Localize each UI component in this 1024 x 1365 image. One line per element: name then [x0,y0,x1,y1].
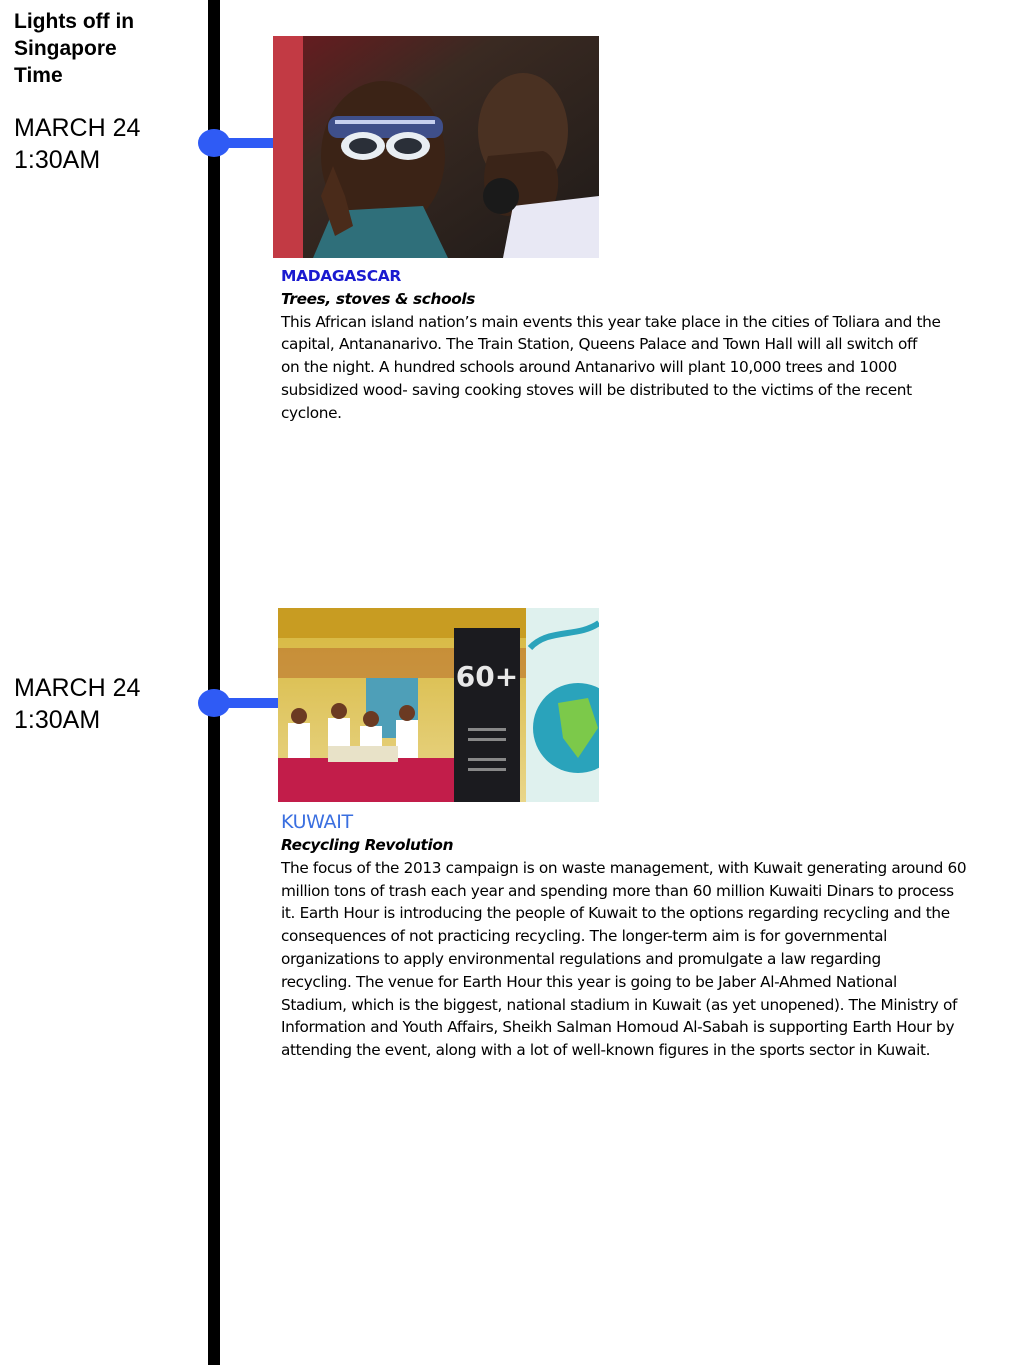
entry-time: 1:30AM [14,706,101,734]
earth-hour-event-photo [278,608,599,802]
entry-date-madagascar [14,112,194,176]
timeline-marker [198,689,278,717]
timeline-line [208,0,220,1365]
entry-date: MARCH 24 [14,114,141,142]
entry-date: MARCH 24 [14,674,141,702]
page-title: Lights off in Singapore Time [14,10,135,87]
entry-date-kuwait [14,672,194,736]
entry-time: 1:30AM [14,146,101,174]
country-heading: KUWAIT [281,811,353,833]
timeline-marker-connector [218,138,278,148]
timeline-marker [198,129,278,157]
country-heading: MADAGASCAR [281,267,401,285]
entry-kuwait [281,810,1001,1062]
entry-madagascar [281,265,1001,425]
banner-text: 60+ [455,660,519,693]
entry-subtitle: Trees, stoves & schools [281,289,476,308]
two-boys-sunglasses-photo [273,36,599,258]
timeline-marker-connector [218,698,278,708]
entry-body: The focus of the 2013 campaign is on waste management, with Kuwait generating around 60 million tons of trash each year and spending more than 60 million Kuwaiti Dinars to process it. Earth Hour is introducing the people of Kuwait to the options regarding recycling and the consequences of not practicing recycling. The longer-term aim is for governmental organizations to apply environmental regulations and promulgate a law regarding recycling. The venue for Earth Hour this year is going to be Jaber Al-Ahmed National Stadium, which is the biggest, national stadium in Kuwait (as yet unopened). The Ministry of Information and Youth Affairs, Sheikh Salman Homoud Al-Sabah is supporting Earth Hour by attending the event, along with a lot of well-known figures in the sports sector in Kuwait. [281,858,967,1060]
entry-body: This African island nation’s main events this year take place in the cities of Toliara and the capital, Antananarivo. The Train Station, Queens Palace and Town Hall will all switch off on the night. A hundred schools around Antanarivo will plant 10,000 trees and 1000 subsidized wood- saving cooking stoves will be distributed to the victims of the recent cyclone. [281,312,941,422]
entry-subtitle: Recycling Revolution [281,836,454,854]
